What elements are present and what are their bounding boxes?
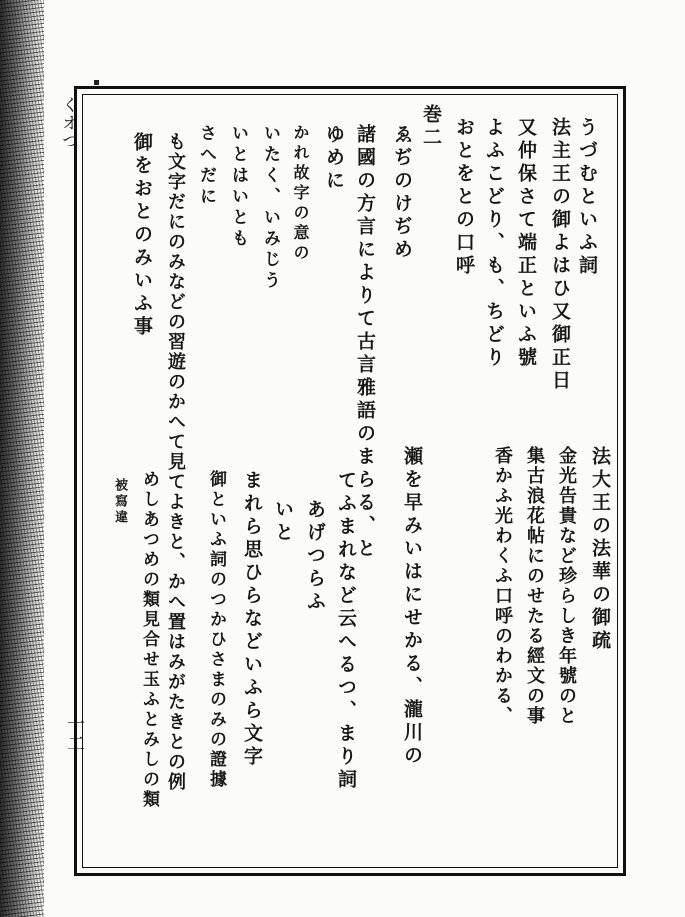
toc-entry: よふこどり、も、ちどり <box>483 117 505 370</box>
toc-entry: 御をおとのみいふ事 <box>131 132 153 339</box>
toc-entry: あげつらふ <box>304 499 326 614</box>
toc-entry: 法主王の御よはひ又御正日 <box>549 117 571 393</box>
toc-entry: 瀬を早みいはにせかる、瀧川の <box>401 446 423 768</box>
toc-entry: 金光告貴など珍らしき年號のと <box>556 446 577 726</box>
toc-entry: 香かふ光わくふ口呼のわかる、 <box>492 446 513 726</box>
toc-entry: 被寫違 <box>112 478 127 526</box>
toc-entry: めしあつめの類見合せ玉ふとみしの類 <box>139 470 159 810</box>
toc-entry: ゑぢのけぢめ <box>391 124 413 262</box>
toc-entry: 諸國の方言によりて古言雅語のまらる、と <box>354 124 376 561</box>
ink-speck <box>94 80 99 85</box>
toc-entry: いたく、いみじう <box>260 124 280 292</box>
volume-heading: 巻二 <box>420 104 442 150</box>
toc-entry: いと <box>272 499 294 545</box>
toc-entry: うづむといふ詞 <box>576 117 598 278</box>
toc-entry: も文字だにのみなどの習遊のかへて見てよきと、かへ置はみがたきとの例 <box>165 132 186 792</box>
toc-entry: 又仲保さて端正といふ號 <box>515 117 537 370</box>
binding-edge <box>0 0 44 917</box>
toc-entry: いとはいとも <box>228 124 248 250</box>
toc-entry: おとをとの口呼 <box>453 117 475 278</box>
toc-entry: てふまれなど云へるつ、まり詞 <box>335 470 357 792</box>
margin-title: くオつ <box>58 96 78 150</box>
toc-entry: かれ故字の意の <box>291 124 310 264</box>
toc-entry: さへだに <box>196 124 216 208</box>
toc-entry: 御といふ詞のつかひさまのみの證據 <box>206 470 226 790</box>
toc-entry: 集古浪花帖にのせたる經文の事 <box>524 446 545 726</box>
page-number: 一二 <box>64 714 85 754</box>
toc-entry: まれら思ひらなどいふら文字 <box>241 470 263 769</box>
toc-entry: 法大王の法華の御疏 <box>589 446 611 653</box>
toc-entry: ゆめに <box>323 124 345 193</box>
